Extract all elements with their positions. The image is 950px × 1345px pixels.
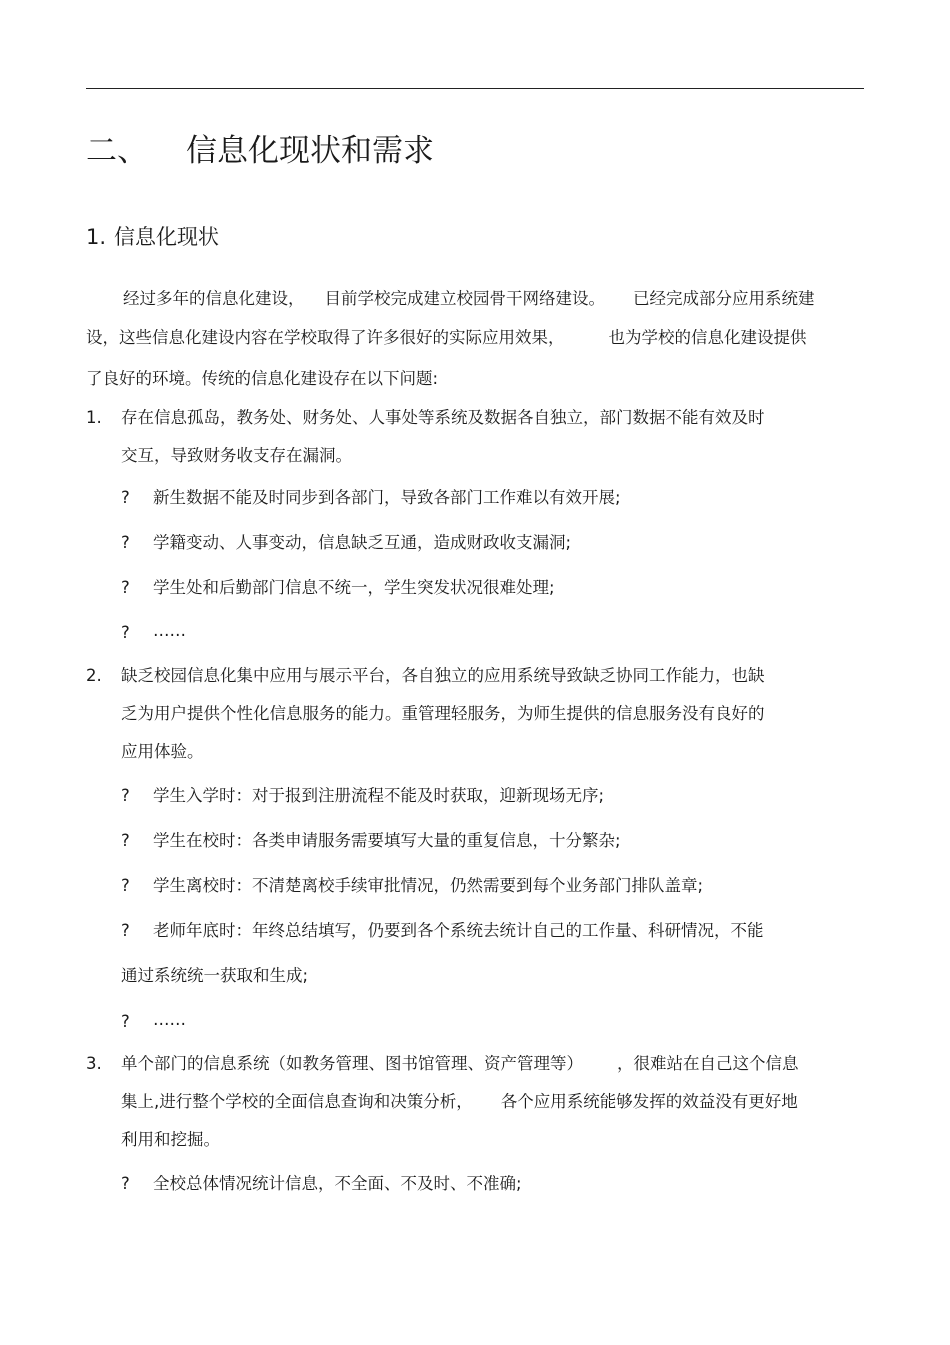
bullet-text: 老师年底时：年终总结填写，仍要到各个系统去统计自己的工作量、科研情况，不能: [153, 921, 764, 940]
list-item-text: 缺乏校园信息化集中应用与展示平台，各自独立的应用系统导致缺乏协同工作能力，也缺: [121, 666, 765, 685]
section-title: 信息化现状和需求: [186, 133, 434, 169]
section-number: 二、: [86, 133, 148, 169]
bullet-text-continuation: 通过系统统一获取和生成;: [121, 966, 309, 985]
list-item-text: 利用和挖掘。: [121, 1130, 220, 1149]
bullet-text: 新生数据不能及时同步到各部门，导致各部门工作难以有效开展;: [153, 488, 621, 507]
list-item-text: 集上,进行整个学校的全面信息查询和决策分析， 各个应用系统能够发挥的效益没有更好地: [121, 1092, 798, 1111]
bullet-marker: ?: [121, 488, 130, 507]
bullet-marker: ?: [121, 623, 130, 642]
intro-line-2: 设，这些信息化建设内容在学校取得了许多很好的实际应用效果， 也为学校的信息化建设提供: [86, 328, 807, 347]
intro-line-3: 了良好的环境。传统的信息化建设存在以下问题:: [86, 369, 439, 388]
list-number: 1.: [86, 408, 102, 427]
subsection-title: 信息化现状: [114, 225, 220, 249]
bullet-marker: ?: [121, 786, 130, 805]
list-number: 2.: [86, 666, 102, 685]
bullet-marker: ?: [121, 1174, 130, 1193]
subsection-number: 1.: [86, 225, 107, 249]
list-item-text: 乏为用户提供个性化信息服务的能力。重管理轻服务，为师生提供的信息服务没有良好的: [121, 704, 765, 723]
section-heading: [86, 131, 434, 171]
bullet-text: ……: [153, 621, 186, 640]
list-item-text: 存在信息孤岛，教务处、财务处、人事处等系统及数据各自独立，部门数据不能有效及时: [121, 408, 765, 427]
bullet-text: 学生离校时：不清楚离校手续审批情况，仍然需要到每个业务部门排队盖章;: [153, 876, 704, 895]
bullet-marker: ?: [121, 831, 130, 850]
header-rule: [86, 88, 864, 89]
bullet-marker: ?: [121, 876, 130, 895]
list-item-text: 单个部门的信息系统（如教务管理、图书馆管理、资产管理等） ，很难站在自己这个信息: [121, 1054, 799, 1073]
bullet-text: 学生在校时：各类申请服务需要填写大量的重复信息，十分繁杂;: [153, 831, 621, 850]
bullet-marker: ?: [121, 533, 130, 552]
list-item-text: 交互，导致财务收支存在漏洞。: [121, 446, 352, 465]
bullet-marker: ?: [121, 1012, 130, 1031]
bullet-text: 学生入学时：对于报到注册流程不能及时获取，迎新现场无序;: [153, 786, 605, 805]
list-number: 3.: [86, 1054, 102, 1073]
bullet-marker: ?: [121, 578, 130, 597]
intro-line-1: 经过多年的信息化建设， 目前学校完成建立校园骨干网络建设。 已经完成部分应用系统建: [123, 289, 815, 308]
list-item-text: 应用体验。: [121, 742, 204, 761]
bullet-text: 学生处和后勤部门信息不统一，学生突发状况很难处理;: [153, 578, 555, 597]
bullet-text: 全校总体情况统计信息，不全面、不及时、不准确;: [153, 1174, 522, 1193]
subsection-heading: [86, 222, 219, 252]
bullet-text: 学籍变动、人事变动，信息缺乏互通，造成财政收支漏洞;: [153, 533, 572, 552]
bullet-text: ……: [153, 1010, 186, 1029]
bullet-marker: ?: [121, 921, 130, 940]
